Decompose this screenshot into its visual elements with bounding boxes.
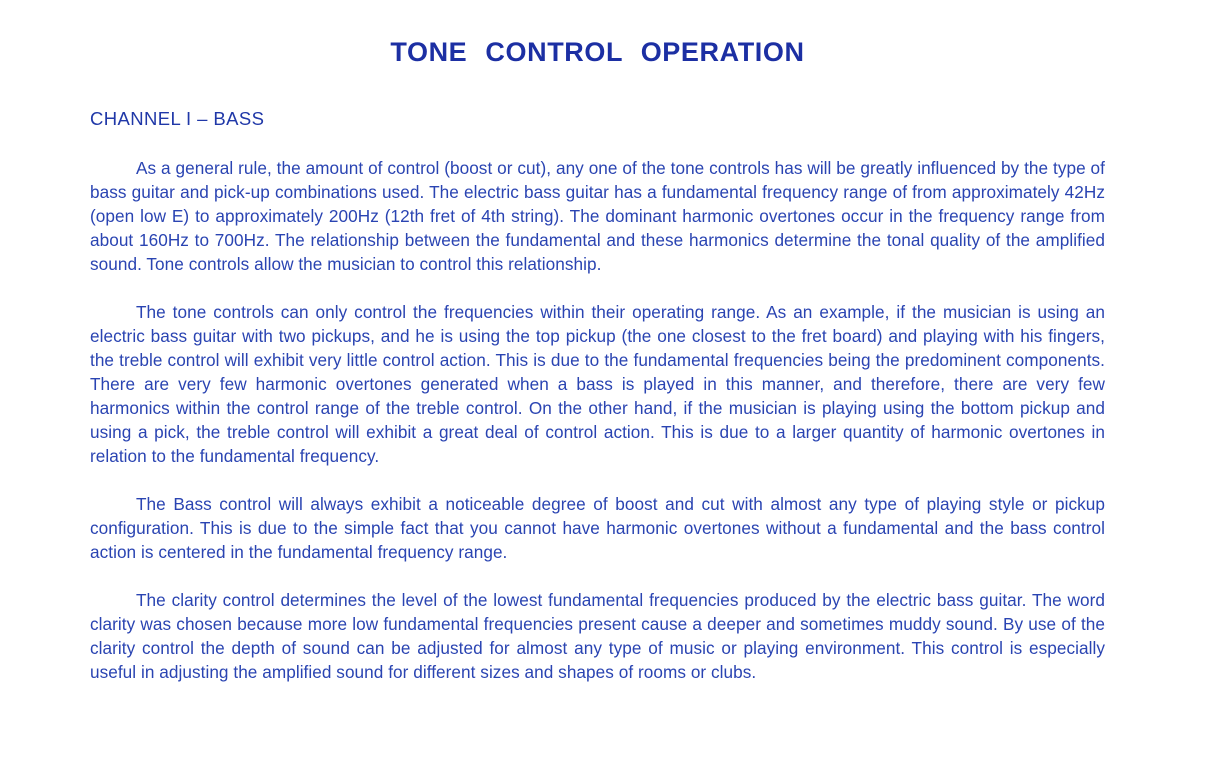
paragraph-general-rule: As a general rule, the amount of control (boost or cut), any one of the tone controls has will be greatly influenced by the type of bass guitar and pick-up combinations used. The electric bass guitar has a fundamental frequency range of from approximately 42Hz (open low E) to approximately 200Hz (12th fret of 4th string). The dominant harmonic overtones occur in the frequency range from about 160Hz to 700Hz. The relationship between the fundamental and these harmonics determine the tonal quality of the amplified sound. Tone controls allow the musician to control this relationship. [90,158,1105,274]
paragraph-bass-control: The Bass control will always exhibit a noticeable degree of boost and cut with almost any type of playing style or pickup configuration. This is due to the simple fact that you cannot have harmonic overtones without a fundamental and the bass control action is centered in the fundamental frequency range. [90,494,1105,562]
paragraph-clarity-control: The clarity control determines the level of the lowest fundamental frequencies produced by the electric bass guitar. The word clarity was chosen because more low fundamental frequencies present cause a deeper and sometimes muddy sound. By use of the clarity control the depth of sound can be adjusted for almost any type of music or playing environment. This control is especially useful in adjusting the amplified sound for different sizes and shapes of rooms or clubs. [90,590,1105,682]
section-heading: CHANNEL I – BASS [90,108,265,129]
paragraph-operating-range: The tone controls can only control the frequencies within their operating range. As an example, if the musician is using an electric bass guitar with two pickups, and he is using the top pickup (the one closest to the fret board) and playing with his fingers, the treble control will exhibit very little control action. This is due to the fundamental frequencies being the predominent components. There are very few harmonic overtones generated when a bass is played in this manner, and therefore, there are very few harmonics within the control range of the treble control. On the other hand, if the musician is playing using the bottom pickup and using a pick, the treble control will exhibit a great deal of control action. This is due to a larger quantity of harmonic overtones in relation to the fundamental frequency. [90,302,1105,466]
page-title: TONE CONTROL OPERATION [390,37,805,67]
